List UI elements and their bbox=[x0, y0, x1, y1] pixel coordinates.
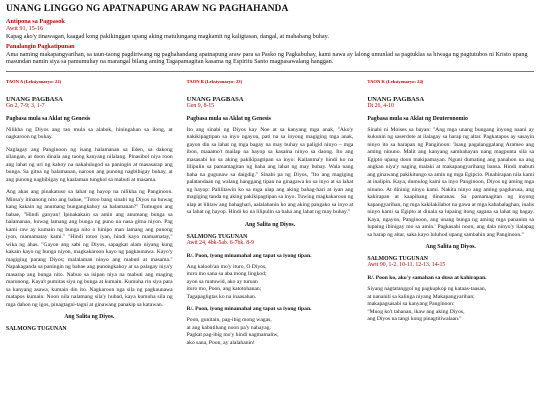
taon-label: TAON K (Leksiyonaryo: 24) bbox=[367, 78, 424, 84]
unang-pagbasa-ref: Gn 2, 7-9; 3, 1-7 bbox=[6, 103, 45, 109]
reading-paragraph: Ito ang sinabi ng Diyos kay Noe at sa kanyang mga anak, "Ako'y nakikipagtipan sa inyo ngayon, pati na sa inyong magiging mga anak, gayon din sa lahat ng mga bagay na may buhay sa paligid ninyo – mga ibon, maaamo't mailap na hayop sa kasama ninyo sa daong. Ito ang masasabi ko sa aking pakikipagtipan sa inyo: Kailanma'y hindi ko na lilipulin sa pamamagitan ng baha ang lahat ng may buhay. Wala nang baha na gugunaw sa daigdig." Sinabi pa ng Diyos, "Ito ang magiging palatandaan ng walang hanggang tipan na ginagawa ko sa inyo at sa lahat ng hayop: Palilitawin ko sa mga ulap ang aking bahag-hari at iyan ang magiging tanda ng aking pakikipagtipan sa inyo. Tuwing magkakaroon ng ulap at lilitaw ang bahaghari, aalalahanin ko ang aking pangako sa inyo at sa lahat ng hayop. Hindi ko na lilipulin sa baha ang lahat ng may buhay." bbox=[186, 126, 354, 216]
column-taon-b bbox=[187, 79, 354, 352]
header-divider bbox=[6, 71, 534, 72]
response-line: R/. Poon ko, ako'y samahan sa dusa at kahirapan. bbox=[367, 275, 487, 282]
taon-label: TAON B (Leksiyonaryo: 23) bbox=[186, 78, 243, 84]
antipona-ref: Awit 91, 15-16 bbox=[6, 24, 44, 32]
pagbasa-subheading: Pagbasa mula sa Aklat ng Genesis bbox=[186, 115, 271, 122]
unang-pagbasa-title: UNANG PAGBASA bbox=[6, 95, 63, 103]
antipona-text: Kapag ako'y tinawagan, kaagad kong pakikinggan upang aking matulungang magkamit ng kaligtasan, dangal, at mahabang buhay. bbox=[6, 32, 329, 40]
pagbasa-subheading: Pagbasa mula sa Aklat ng Deuteronomio bbox=[367, 115, 468, 122]
page-title: UNANG LINGGO NG APATNAPUNG ARAW NG PAGHAHANDA bbox=[6, 4, 289, 14]
pambungad-heading: Panalangin Pagkatipunan bbox=[6, 43, 75, 51]
unang-pagbasa-ref: Gen 9, 8-15 bbox=[186, 103, 215, 109]
antipona-heading: Antipona sa Pagpasok bbox=[6, 18, 65, 25]
response-line: R/. Poon, iyong minamahal ang tapat sa iyong tipan. bbox=[186, 252, 312, 259]
reading-paragraph: Sinabi ni Moises sa bayan: "Ang mga unang bungang inyong naani ay kukunin ng saserdote at ilalagay sa harap ng altar. Pagkatapos ay sasayin ninyo ito sa harapan ng Panginoon: 'Isang pagalanggalang Arameo ang aming ninuno. Malit ang kanyang sambahayan nang magpunta sila sa Egipto upang doon makipamayan. Nguni dumating ang panahon na ang angkan niya'y naging malaki at makapangyarihang bansa. Hindi mabuti ang ginawang pakikitungo sa amin ng mga Egipcio. Pinahirapan nila kami at inalipin. Kaya, dumulog kami sa inyo Panginoon, Diyos ng aming mga ninuno. At dininig ninyo kami. Nakita ninyo ang aming pagdurusa, ang kahirapan at kaapihang dinaranas. Sa pamamagitan ng inyong kapangyarihan, ng mga kakilakilabot na gawa at mga kababalaghan, inalis ninyo kami sa Egipto at dinala sa lupaing itong sagana sa lahat ng bagay. Kaya, ngayon, Panginoon, ang unang bunga ng aming mga pananim sa lupaing ibinigay mo sa amin.' Pagkasabi noon, ang dala ninyo'y ilalapag sa harap ng altar, saka kayo luluhod upang sambahin ang Panginoon." bbox=[367, 126, 535, 238]
salita-ng-diyos: Ang Salita ng Diyos. bbox=[64, 314, 115, 321]
unang-pagbasa-ref: Dt 26, 4-10 bbox=[367, 103, 394, 109]
taon-label: TAON A (Leksiyonaryo: 22) bbox=[6, 78, 62, 84]
response-line: R/. Poon, iyong minamahal ang tapat sa iyong tipan. bbox=[186, 306, 312, 313]
unang-pagbasa-title: UNANG PAGBASA bbox=[186, 95, 244, 103]
salmong-tugunan-ref: Awit 90, 1-2. 10-11. 12-13. 14-15 bbox=[367, 262, 446, 269]
salmong-tugunan-title: SALMONG TUGUNAN bbox=[6, 326, 67, 333]
readings-columns bbox=[0, 79, 540, 352]
salmong-tugunan-ref: Awit 24, 4bk-5ab. 6-7bk. 8-9 bbox=[186, 239, 254, 246]
salmong-tugunan-title: SALMONG TUGUNAN bbox=[186, 233, 248, 240]
column-taon-a bbox=[6, 79, 173, 352]
reading-paragraph: Nilikha ng Diyos ang tao mula sa alabok, hiningahan sa ilong, at nagkaroon ng buhay. bbox=[6, 126, 173, 141]
pagbasa-subheading: Pagbasa mula sa Aklat ng Genesis bbox=[6, 115, 91, 122]
psalm-verse: Poon, gunitain, pag-ibig mong wagas, at ang kabutihang noon pa'y nahayag. Pagkat pag-ibig mo'y hindi nagmamaliw, ako sana, Poon, ay alalahanin! bbox=[186, 317, 279, 346]
column-taon-k bbox=[367, 79, 534, 352]
reading-paragraph: Naglagay ang Panginoon ng isang halamanan sa Eden, sa dakong silangan, at doon dinala ang taong kanyang nilalang. Pinasibol niya roon ang lahat ng uri ng kahoy na nakalulugod sa paningin at masasarap ang bunga. Sa gitna ng halamanan, naroon ang punong nagbibigay buhay, at ang punong nagbibigay ng kaalaman tungkol sa mabuti at masama. bbox=[6, 146, 173, 183]
psalm-verse: Siyang nagtatanggol ng pagkupkop ng kataas-taasan, at nananilí sa kalinga niyang Makapangyarihan; makapagsasabi sa kanyang Panginoon: "Muog ko't tahanan, ikaw ang aking Diyos, ang Diyos na tangi kong pinagtitiwalaan." bbox=[367, 286, 487, 323]
unang-pagbasa-title: UNANG PAGBASA bbox=[367, 95, 425, 103]
salita-ng-diyos: Ang Salita ng Diyos. bbox=[425, 244, 476, 251]
psalm-verse: Ang kaloob'an mo'y ituro, O Diyos, ituro mo sana sa aba mong lingkod; ayon sa matuwid, ako ay turuan ituro mo, Poon, ang katotohanan; Tagapagligtas ko na inaasahan. bbox=[186, 263, 267, 300]
header-section bbox=[0, 0, 540, 72]
salmong-tugunan-title: SALMONG TUGUNAN bbox=[367, 256, 428, 263]
salita-ng-diyos: Ang Salita ng Diyos. bbox=[244, 221, 296, 228]
pambungad-text: Ama naming makapangyarihan, sa taun-taong pagdiriwang ng paghahandang apatnapung araw para sa Pasko ng Pagkabuhay, kami nawa ay lalong umunlad sa pagtuklas sa hiwaga ng pagtutubos ni Kristo upang masundan namin siya sa pamumuhay na marangal bilang aming Tagapamagitan kasama ng Espiritu Santo magpasawalang hanggan. bbox=[6, 50, 528, 66]
reading-paragraph: Ang ahas ang pinakatuso sa lahat ng hayop na nilikha ng Panginoon. Minsa'y itinanong nito ang babae, "Totoo bang sinabi ng Diyos na huwag kang kakain ng anumang bungangkahoy sa halamanan?" Tumugon ang babae, "Hindi ganyan! Ipinakakain sa amin ang anumang bunga sa halamanan, huwag lamang ang bunga ng puno na nasa gitna niyon. Pag kami raw ay kumain ng bunga nito o hinipo man lamang ang punong iyon, mamamatay kami." "Hindi totoo iyan, hindi kayo mamamatay," wika ng ahas. "Gayon ang sabi ng Diyos, sapagkat alam niyang kung kakain kayo ng bunga niyon, magkakaroon kayo ng pagkaunawa. Kayo'y magiging parang Diyos; malalaman ninyo ang mabuti at masama." Napakaganda sa paningin ng babae ang punongkahoy at sa palagay niya'y masarap ang bunga nito. Nabuo sa isipan niya na mabuti ang maging marunong. Kaya't pumitas siya ng bunga at kumain. Kumuha rin siya para sa kanyang asawa, kumain din ito. Nagkaroon nga sila ng pagkaunawa matapos kumain. Noon nila nalamang sila'y hubad, kaya kumuha sila ng mga dahon ng igos, pinagtagni-tagni at ginawang panakip sa katawan. bbox=[6, 189, 173, 308]
